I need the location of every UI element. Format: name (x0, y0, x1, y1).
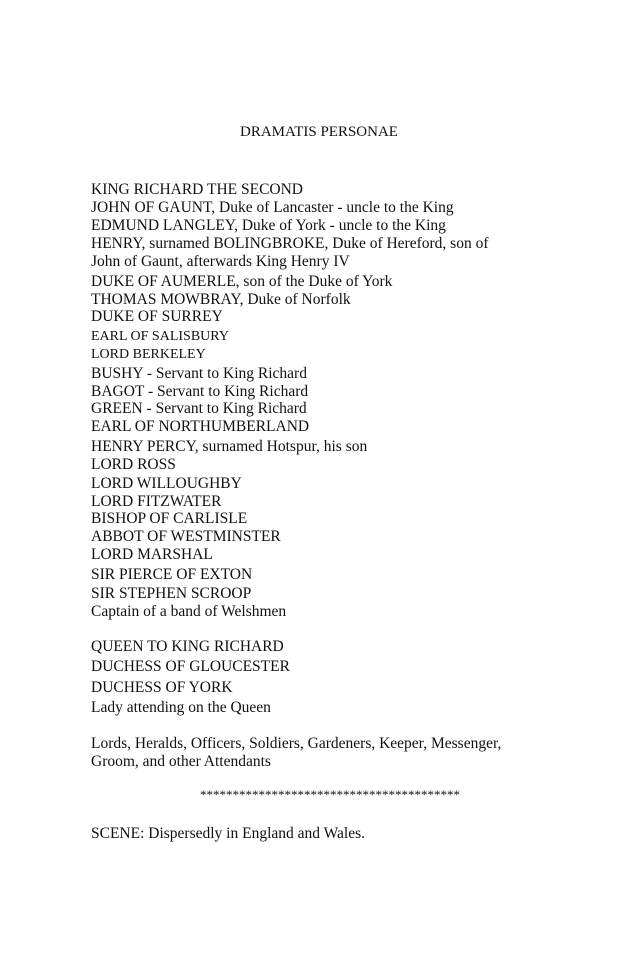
character-line: QUEEN TO KING RICHARD (91, 638, 284, 655)
character-line: EARL OF NORTHUMBERLAND (91, 418, 310, 435)
character-line: Lady attending on the Queen (91, 699, 271, 716)
character-line: SIR STEPHEN SCROOP (91, 585, 252, 602)
character-line: KING RICHARD THE SECOND (91, 181, 303, 198)
character-line: DUKE OF SURREY (91, 308, 223, 325)
character-line: BAGOT - Servant to King Richard (91, 383, 309, 400)
character-line: BUSHY - Servant to King Richard (91, 365, 307, 382)
character-line: GREEN - Servant to King Richard (91, 400, 307, 417)
character-line: DUCHESS OF GLOUCESTER (91, 658, 290, 675)
character-line: JOHN OF GAUNT, Duke of Lancaster - uncle to the King (91, 199, 454, 216)
scene-line: SCENE: Dispersedly in England and Wales. (91, 825, 365, 842)
character-line: LORD WILLOUGHBY (91, 475, 242, 492)
character-line: ABBOT OF WESTMINSTER (91, 528, 281, 545)
character-line: HENRY PERCY, surnamed Hotspur, his son (91, 438, 368, 455)
character-line: DUKE OF AUMERLE, son of the Duke of York (91, 273, 393, 290)
character-line: Captain of a band of Welshmen (91, 603, 287, 620)
character-line: HENRY, surnamed BOLINGBROKE, Duke of Hereford, son of (91, 235, 489, 252)
character-line: BISHOP OF CARLISLE (91, 510, 248, 527)
character-line: THOMAS MOWBRAY, Duke of Norfolk (91, 291, 351, 308)
character-line: SIR PIERCE OF EXTON (91, 566, 253, 583)
character-line: LORD BERKELEY (91, 347, 206, 362)
character-line: EDMUND LANGLEY, Duke of York - uncle to the King (91, 217, 446, 234)
character-line: LORD FITZWATER (91, 493, 222, 510)
character-line: LORD ROSS (91, 456, 176, 473)
attendants-line: Lords, Heralds, Officers, Soldiers, Gardeners, Keeper, Messenger, (91, 735, 502, 752)
character-line: EARL OF SALISBURY (91, 329, 229, 344)
separator-stars: **************************************** (200, 787, 460, 802)
attendants-line: Groom, and other Attendants (91, 753, 271, 770)
character-line: LORD MARSHAL (91, 546, 213, 563)
character-line: John of Gaunt, afterwards King Henry IV (91, 253, 350, 270)
character-line: DUCHESS OF YORK (91, 679, 233, 696)
page-title: DRAMATIS PERSONAE (240, 124, 398, 140)
